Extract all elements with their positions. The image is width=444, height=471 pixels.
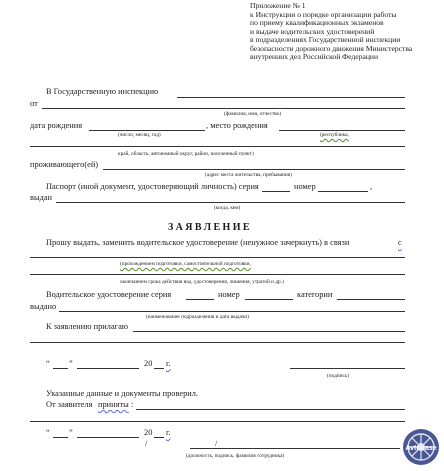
officer-slash-1: /	[145, 439, 148, 448]
accepted-field-2[interactable]	[30, 421, 405, 422]
date2-quote-open: “	[46, 428, 50, 437]
header-line-6: безопасности дорожного движения Министерства	[250, 43, 413, 53]
passport-number-field[interactable]	[318, 191, 368, 192]
officer-hint: (должность, подпись, фамилия сотрудника)	[186, 453, 285, 459]
date2-year-prefix: 20	[144, 428, 153, 437]
attach-label: К заявлению прилагаю	[46, 322, 129, 331]
date2-year-suffix: г.	[166, 428, 171, 437]
officer-field[interactable]	[190, 448, 400, 449]
date-day-field[interactable]	[53, 368, 68, 369]
date-quote-close: ”	[69, 359, 73, 368]
date-year-field[interactable]	[154, 368, 164, 369]
region-hint: край, область, автономный округ, район, населенный пункт)	[118, 151, 254, 157]
birth-date-label: дата рождения	[30, 121, 83, 130]
signature-field[interactable]	[290, 368, 405, 369]
accepted-colon: :	[131, 400, 134, 409]
license-series-label: Водительское удостоверение серия	[46, 290, 172, 299]
birth-date-field[interactable]	[89, 130, 205, 131]
header-line-5: в подразделениях Государственной инспекции	[250, 35, 401, 45]
issued-label: выдан	[30, 193, 53, 202]
application-form: Приложение № 1 к Инструкции о порядке организации работы по приему квалификационных экзаменов и выдаче водительских удостоверений в подразделениях Государственной инспекции безопасности дорожного движения Министерства внутренних дел Российской Федерации В Государственную инспекцию от (фамилия, имя, отчество) дата рождения , место рождения (число, месяц, год) (республика, край, область, автономный округ, район, населенный пункт) проживающего(ей) (адрес места жительства, пребывания) Паспорт (иной документ, удостоверяющий личность) серия номер , выдан (когда, кем) ЗАЯВЛЕНИЕ Прошу выдать, заменить водительское удостоверение (ненужное зачеркнуть) в связи с (прохождением подготовки, самостоятельной подготовки, окончанием срока действия вод. удостоверения, лишения, утратой и др.) Водительское удостоверение серия номер категории выдано (наименование подразделения и дата выдачи) К заявлению прилагаю “ ” 20 г. (подпись) Указанные данные и документы проверил. От заявителя приняты : “ ” 20 г. / / (должность, подпись, фамилия сотрудника) Avtobase	[0, 0, 444, 469]
license-issued-field[interactable]	[59, 311, 405, 312]
header-line-1: Приложение № 1	[250, 1, 306, 10]
fio-hint: (фамилия, имя, отчество)	[224, 111, 282, 117]
header-block	[250, 2, 412, 62]
license-number-label: номер	[218, 290, 240, 299]
accepted-field[interactable]	[136, 409, 405, 410]
attach-field-2[interactable]	[30, 342, 405, 343]
from-applicant-label: От заявителя	[46, 400, 93, 409]
passport-number-label: номер	[294, 182, 316, 191]
license-issued-label: выдано	[30, 302, 57, 311]
reasons-hint: окончанием срока действия вод. удостоверения, лишения, утратой и др.)	[120, 279, 284, 285]
signature-hint: (подпись)	[327, 373, 349, 379]
header-line-7: внутренних дел Российской Федерации	[250, 52, 379, 62]
officer-slash-2: /	[215, 439, 218, 448]
birth-place-label: , место рождения	[206, 121, 268, 130]
header-line-2: к Инструкции о порядке организации работы	[250, 9, 397, 19]
watermark-logo	[402, 428, 440, 466]
passport-series-field[interactable]	[262, 191, 290, 192]
date2-day-field[interactable]	[53, 437, 68, 438]
date-month-field[interactable]	[77, 368, 139, 369]
residing-label: проживающего(ей)	[30, 160, 99, 169]
from-label: от	[30, 99, 38, 108]
date2-year-field[interactable]	[154, 437, 164, 438]
date-year-suffix: г.	[166, 359, 171, 368]
region-field[interactable]	[30, 146, 405, 147]
header-line-4: и выдаче водительских удостоверений	[250, 26, 375, 36]
watermark-text: Avtobase	[405, 445, 437, 452]
fio-field[interactable]	[42, 108, 405, 109]
date-quote-open: “	[46, 359, 50, 368]
issued-field[interactable]	[56, 202, 405, 203]
address-field[interactable]	[103, 169, 405, 170]
date-year-prefix: 20	[144, 359, 153, 368]
republic-hint: (республика,	[320, 132, 349, 138]
date2-month-field[interactable]	[77, 437, 139, 438]
birth-date-hint: (число, месяц, год)	[118, 132, 161, 138]
address-hint: (адрес места жительства, пребывания)	[205, 172, 292, 178]
passport-label: Паспорт (иной документ, удостоверяющий личность) серия	[46, 182, 259, 191]
license-series-field[interactable]	[186, 299, 214, 300]
date2-quote-close: ”	[69, 428, 73, 437]
reason-field[interactable]	[30, 257, 405, 258]
inspection-field[interactable]	[177, 97, 405, 98]
document-title: ЗАЯВЛЕНИЕ	[168, 222, 252, 233]
issued-hint: (когда, кем)	[214, 205, 241, 211]
unit-hint: (наименование подразделения и дата выдачи)	[146, 314, 249, 320]
to-inspection-label: В Государственную инспекцию	[46, 87, 159, 96]
training-hint: (прохождением подготовки, самостоятельной подготовки,	[120, 261, 251, 267]
category-field[interactable]	[337, 299, 405, 300]
request-text: Прошу выдать, заменить водительское удостоверение (ненужное зачеркнуть) в связи	[46, 238, 350, 247]
checked-text: Указанные данные и документы проверил.	[46, 389, 199, 398]
license-number-field[interactable]	[245, 299, 293, 300]
header-line-3: по приему квалификационных экзаменов	[250, 18, 384, 28]
request-with: с	[398, 238, 402, 247]
birth-place-field[interactable]	[279, 130, 405, 131]
accepted-label: приняты	[98, 400, 129, 409]
category-label: категории	[297, 290, 333, 299]
wheel-icon	[402, 428, 440, 466]
reason-field-2[interactable]	[30, 274, 405, 275]
attach-field[interactable]	[133, 331, 405, 332]
